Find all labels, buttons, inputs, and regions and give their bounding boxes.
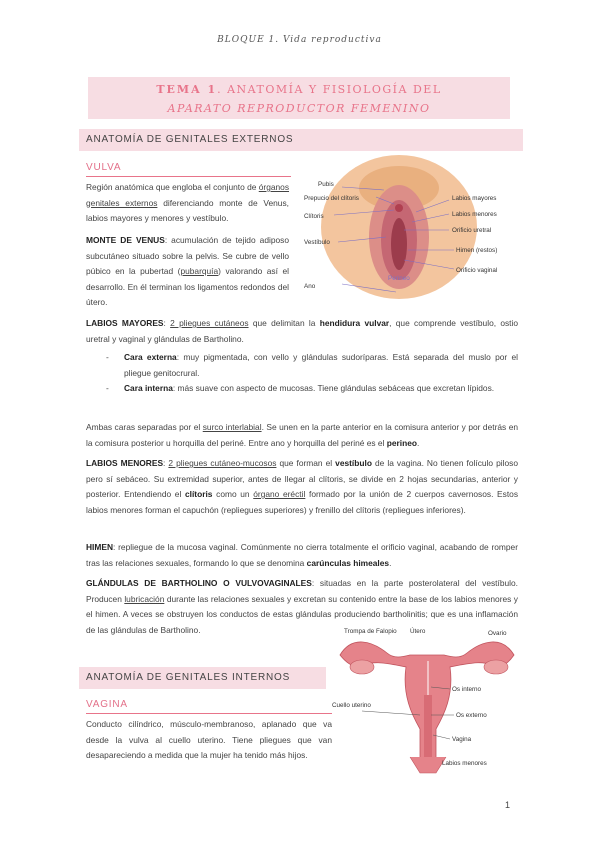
label-pubis: Pubis [318,181,334,188]
label-himen: Himen (restos) [456,247,498,254]
label-cuello: Cuello uterino [332,702,371,709]
topic-number: TEMA 1 [156,83,218,96]
labios-menores-paragraph: LABIOS MENORES: 2 pliegues cutáneo-mucosos que forman el vestíbulo de la vagina. No tienen folículo piloso pero sí sebáceo. Su extremidad superior, antes de llegar al clítoris, se divide en 2 hojas secundarias, anterior y posterior. Entendiendo el clítoris como un órgano eréctil formado por la unión de 2 cuerpos cavernosos. Estos labios menores forman el capuchón (repliegues superiores) y frenillo del clítoris (repliegues inferiores). [86,458,519,515]
vulva-illustration [304,152,522,307]
monte-venus-paragraph: MONTE DE VENUS: acumulación de tejido adiposo subcutáneo situado sobre la pelvis. Se cubre de vello púbico en la pubertad (pubarquía) valorando así el desarrollo. En él terminan los ligamentos redondos del útero. [86,235,289,307]
page-number: 1 [505,800,511,810]
section-bar-external: ANATOMÍA DE GENITALES EXTERNOS [79,129,523,151]
label-orificio-vaginal: Orificio vaginal [456,267,498,274]
list-item: - Cara interna: más suave con aspecto de mucosas. Tiene glándulas sebáceas que excretan lípidos. [106,381,518,397]
label-os-externo: Os externo [456,712,487,719]
label-os-interno: Os interno [452,686,482,693]
labios-mayores-list [106,350,518,397]
topic-title-box [88,77,510,119]
surco-interlabial-paragraph: Ambas caras separadas por el surco interlabial. Se unen en la parte anterior en la comisura anterior y por detrás en la comisura posterior u horquilla del periné. Entre ano y horquilla del periné es el perineo. [86,422,519,448]
label-trompa: Trompa de Falopio [344,628,397,635]
vagina-paragraph: Conducto cilíndrico, músculo-membranoso, aplanado que va desde la vulva al cuello uterino. Tiene pliegues que van desapareciendo a medida que la mujer ha tenido más hijos. [86,719,332,760]
label-orificio-uretral: Orificio uretral [452,227,492,234]
label-ano: Ano [304,283,316,290]
uterus-illustration [332,625,524,777]
topic-title-line2: APARATO REPRODUCTOR FEMENINO [167,102,431,115]
section-bar-internal: ANATOMÍA DE GENITALES INTERNOS [79,667,326,689]
subsection-vulva: VULVA [86,162,122,173]
list-item: - Cara externa: muy pigmentada, con vello y glándulas sudoríparas. Está separada del muslo por el pliegue genitocrural. [106,350,518,381]
labios-mayores-paragraph: LABIOS MAYORES: 2 pliegues cutáneos que delimitan la hendidura vulvar, que comprende vestíbulo, ostio uretral y vaginal y glándulas de Bartholino. [86,318,519,344]
topic-title-line1: . ANATOMÍA Y FISIOLOGÍA DEL [217,83,442,96]
subsection-underline [86,713,332,714]
running-header: BLOQUE 1. Vida reproductiva [217,35,382,45]
label-prepucio: Prepucio del clítoris [304,195,359,202]
himen-paragraph: HIMEN: repliegue de la mucosa vaginal. Comúnmente no cierra totalmente el orificio vaginal, acabando de romper tras las relaciones sexuales, formando lo que se denomina carúnculas himeales. [86,542,518,568]
label-vestibulo: Vestíbulo [304,239,330,246]
label-clitoris: Clítoris [304,213,324,220]
subsection-underline [86,176,291,177]
bartholino-paragraph: GLÁNDULAS DE BARTHOLINO O VULVOVAGINALES: situadas en la parte posterolateral del vestíbulo. Producen lubricación durante las relaciones sexuales y excretan su contenido entre la base de los labios menores y el himen. A veces se obstruyen los conductos de estas glándulas produciendo bartholinitis; que es una inflamación de las glándulas de Bartholino. [86,578,518,635]
label-labios-menores: Labios menores [452,211,497,218]
vulva-paragraph: Región anatómica que engloba el conjunto de órganos genitales externos diferenciando monte de Venus, labios mayores y menores y vestíbulo. [86,182,290,223]
label-perineo: Perineo [388,275,410,282]
label-labios-mayores: Labios mayores [452,195,497,202]
subsection-vagina: VAGINA [86,699,128,710]
label-labios-menores: Labios menores [442,760,487,767]
label-vagina: Vagina [452,736,472,743]
label-ovario: Ovario [488,630,507,637]
label-utero: Útero [410,628,426,635]
